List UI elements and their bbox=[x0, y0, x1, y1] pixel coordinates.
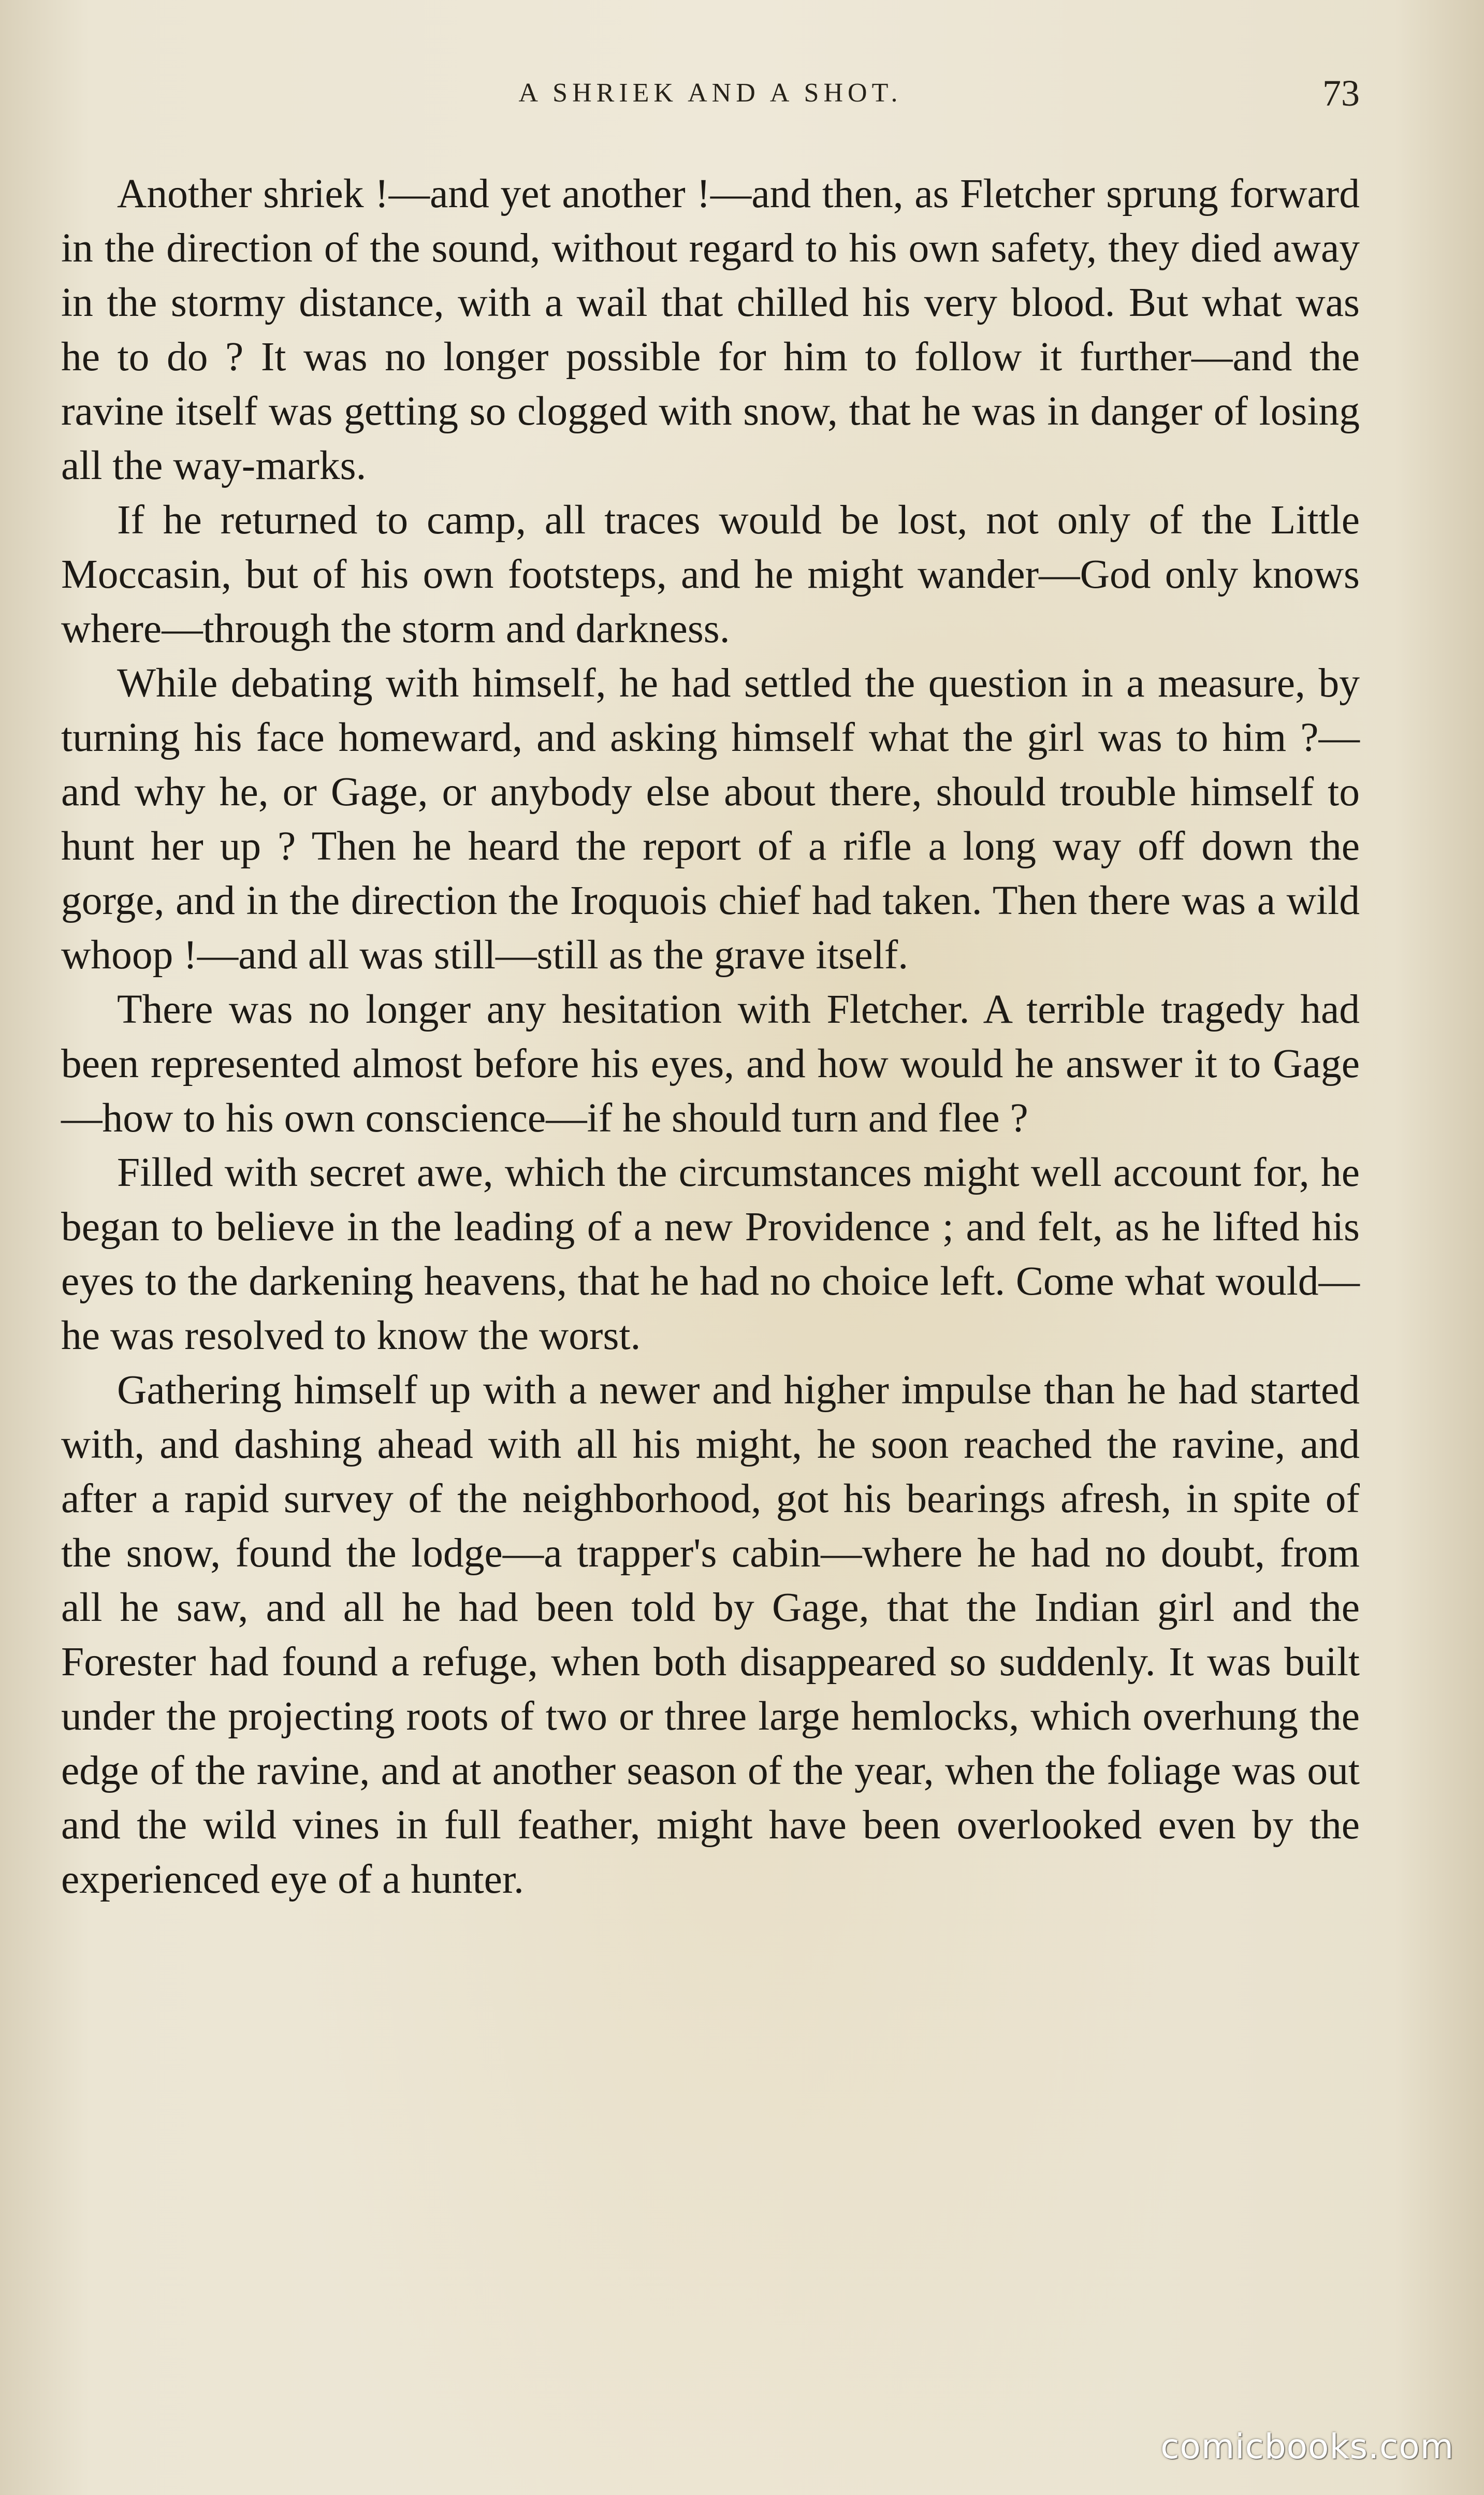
paragraph: While debating with himself, he had settled the question in a measure, by turning his face homeward, and asking himself what the girl was to him ?—and why he, or Gage, or anybody else about there, should trouble himself to hunt her up ? Then he heard the report of a rifle a long way off down the gorge, and in the direction the Iroquois chief had taken. Then there was a wild whoop !—and all was still—still as the grave itself. bbox=[61, 660, 1360, 978]
watermark: comicbooks.com bbox=[1160, 2427, 1454, 2467]
running-head: A SHRIEK AND A SHOT. bbox=[518, 78, 903, 108]
body-text bbox=[61, 167, 1360, 1907]
page-header bbox=[61, 72, 1360, 129]
page-number: 73 bbox=[1322, 72, 1360, 114]
paragraph: Gathering himself up with a newer and higher impulse than he had started with, and dashing ahead with all his might, he soon reached the ravine, and after a rapid survey of the neighborhood, got his bearings afresh, in spite of the snow, found the lodge—a trapper's cabin—where he had no doubt, from all he saw, and all he had been told by Gage, that the Indian girl and the Forester had found a refuge, when both disappeared so suddenly. It was built under the projecting roots of two or three large hemlocks, which overhung the edge of the ravine, and at another season of the year, when the foliage was out and the wild vines in full feather, might have been overlooked even by the experienced eye of a hunter. bbox=[61, 1367, 1360, 1902]
paragraph: If he returned to camp, all traces would be lost, not only of the Little Moccasin, but of his own footsteps, and he might wander—God only knows where—through the storm and darkness. bbox=[61, 497, 1360, 651]
paragraph: Another shriek !—and yet another !—and then, as Fletcher sprung forward in the direction of the sound, without regard to his own safety, they died away in the stormy distance, with a wail that chilled his very blood. But what was he to do ? It was no longer possible for him to follow it further—and the ravine itself was getting so clogged with snow, that he was in danger of losing all the way-marks. bbox=[61, 171, 1360, 488]
paragraph: Filled with secret awe, which the circumstances might well account for, he began to believe in the leading of a new Providence ; and felt, as he lifted his eyes to the darkening heavens, that he had no choice left. Come what would—he was resolved to know the worst. bbox=[61, 1150, 1360, 1358]
paragraph: There was no longer any hesitation with Fletcher. A terrible tragedy had been represented almost before his eyes, and how would he answer it to Gage—how to his own conscience—if he should turn and flee ? bbox=[61, 987, 1360, 1141]
